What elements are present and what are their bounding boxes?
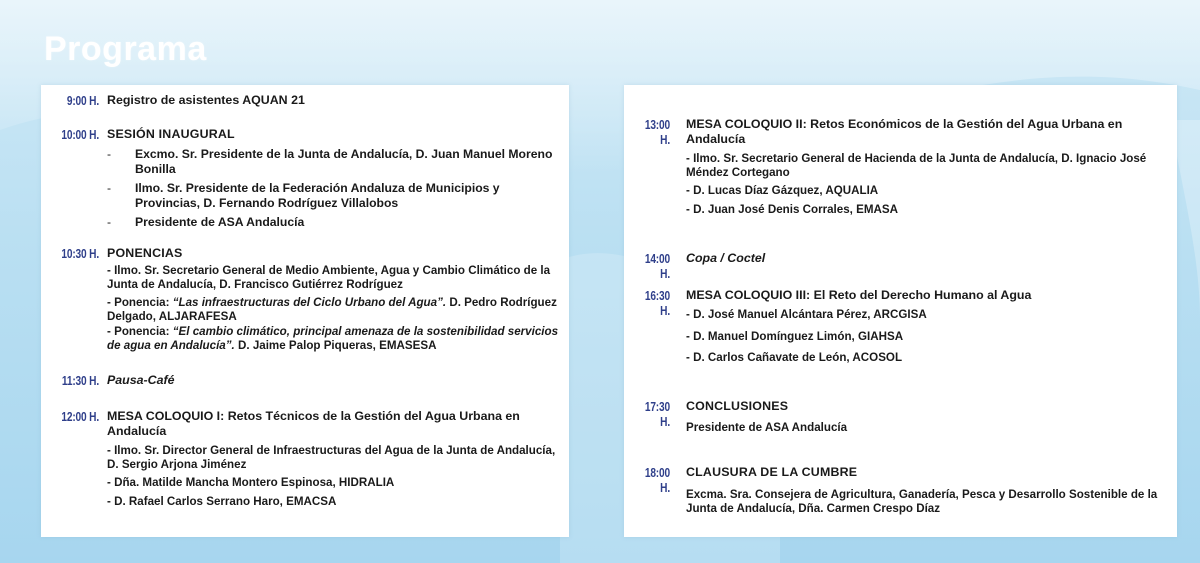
agenda-time: 9:00 H. <box>66 93 99 108</box>
agenda-time: 17:30 H. <box>644 399 670 429</box>
list-item: - Presidente de ASA Andalucía <box>107 215 305 229</box>
speaker-line: - D. Rafael Carlos Serrano Haro, EMACSA <box>107 494 337 508</box>
agenda-title: MESA COLOQUIO I: Retos Técnicos de la Gestión del Agua Urbana en Andalucía <box>107 409 520 438</box>
speaker-line: - D. Juan José Denis Corrales, EMASA <box>686 202 898 216</box>
agenda-title: Registro de asistentes AQUAN 21 <box>107 93 305 107</box>
dash-icon: - <box>107 215 112 229</box>
speaker-line: - D. Carlos Cañavate de León, ACOSOL <box>686 351 903 364</box>
agenda-time: 12:00 H. <box>61 409 99 424</box>
program-panel-left <box>41 85 569 537</box>
agenda-title: SESIÓN INAUGURAL <box>107 127 235 141</box>
speaker-list <box>107 147 559 230</box>
page-title: Programa <box>44 30 207 68</box>
agenda-title: CONCLUSIONES <box>686 399 789 413</box>
dash-icon: - <box>107 147 112 161</box>
agenda-time: 14:00 H. <box>644 251 670 281</box>
speaker-line: - Dña. Matilde Mancha Montero Espinosa, HIDRALIA <box>107 476 395 489</box>
agenda-time: 13:00 H. <box>644 117 670 147</box>
talk-title: “Las infraestructuras del Ciclo Urbano del Agua”. <box>172 296 447 309</box>
talk-title: “El cambio climático, principal amenaza de la sostenibilidad servicios de agua en Andalucía”. <box>107 325 559 352</box>
agenda-time: 10:00 H. <box>61 127 99 142</box>
dash-icon: - <box>107 181 112 195</box>
agenda-title: Pausa-Café <box>107 373 175 387</box>
speaker-line: - D. José Manuel Alcántara Pérez, ARCGISA <box>686 308 927 321</box>
speaker-line: - Ilmo. Sr. Secretario General de Hacienda de la Junta de Andalucía, D. Ignacio José Méndez Cortegano <box>686 152 1147 179</box>
agenda-time: 18:00 H. <box>644 465 670 495</box>
ponencia-line: - Ponencia: “Las infraestructuras del Ciclo Urbano del Agua”. D. Pedro Rodríguez Delgado, ALJARAFESA <box>107 296 557 323</box>
speaker-line: - D. Lucas Díaz Gázquez, AQUALIA <box>686 184 879 197</box>
list-item: - Excmo. Sr. Presidente de la Junta de Andalucía, D. Juan Manuel Moreno Bonilla <box>107 147 553 176</box>
ponencia-line: - Ponencia: “El cambio climático, principal amenaza de la sostenibilidad servicios de agua en Andalucía”. D. Jaime Palop Piqueras, EMASESA <box>107 325 559 352</box>
speaker-line: - D. Manuel Domínguez Limón, GIAHSA <box>686 329 904 343</box>
list-item: - Ilmo. Sr. Presidente de la Federación Andaluza de Municipios y Provincias, D. Fernando Rodríguez Villalobos <box>107 181 500 210</box>
speaker-line: Presidente de ASA Andalucía <box>686 421 848 434</box>
speaker-line: - Ilmo. Sr. Secretario General de Medio Ambiente, Agua y Cambio Climático de la Junta de Andalucía, D. Francisco Gutiérrez Rodríguez <box>107 264 551 291</box>
agenda-time: 11:30 H. <box>61 373 99 388</box>
program-panel-right <box>624 85 1177 537</box>
speaker-line: - Ilmo. Sr. Director General de Infraestructuras del Agua de la Junta de Andalucía, D. Sergio Arjona Jiménez <box>107 444 556 471</box>
agenda-title: MESA COLOQUIO III: El Reto del Derecho Humano al Agua <box>686 288 1032 302</box>
agenda-title: CLAUSURA DE LA CUMBRE <box>686 465 858 479</box>
agenda-title: PONENCIAS <box>107 246 183 260</box>
speaker-line: Excma. Sra. Consejera de Agricultura, Ganadería, Pesca y Desarrollo Sostenible de la Junta de Andalucía, Dña. Carmen Crespo Díaz <box>686 488 1158 515</box>
agenda-title: Copa / Coctel <box>686 251 766 265</box>
agenda-time: 16:30 H. <box>644 288 670 318</box>
agenda-title: MESA COLOQUIO II: Retos Económicos de la Gestión del Agua Urbana en Andalucía <box>686 117 1123 146</box>
agenda-time: 10:30 H. <box>61 246 99 261</box>
